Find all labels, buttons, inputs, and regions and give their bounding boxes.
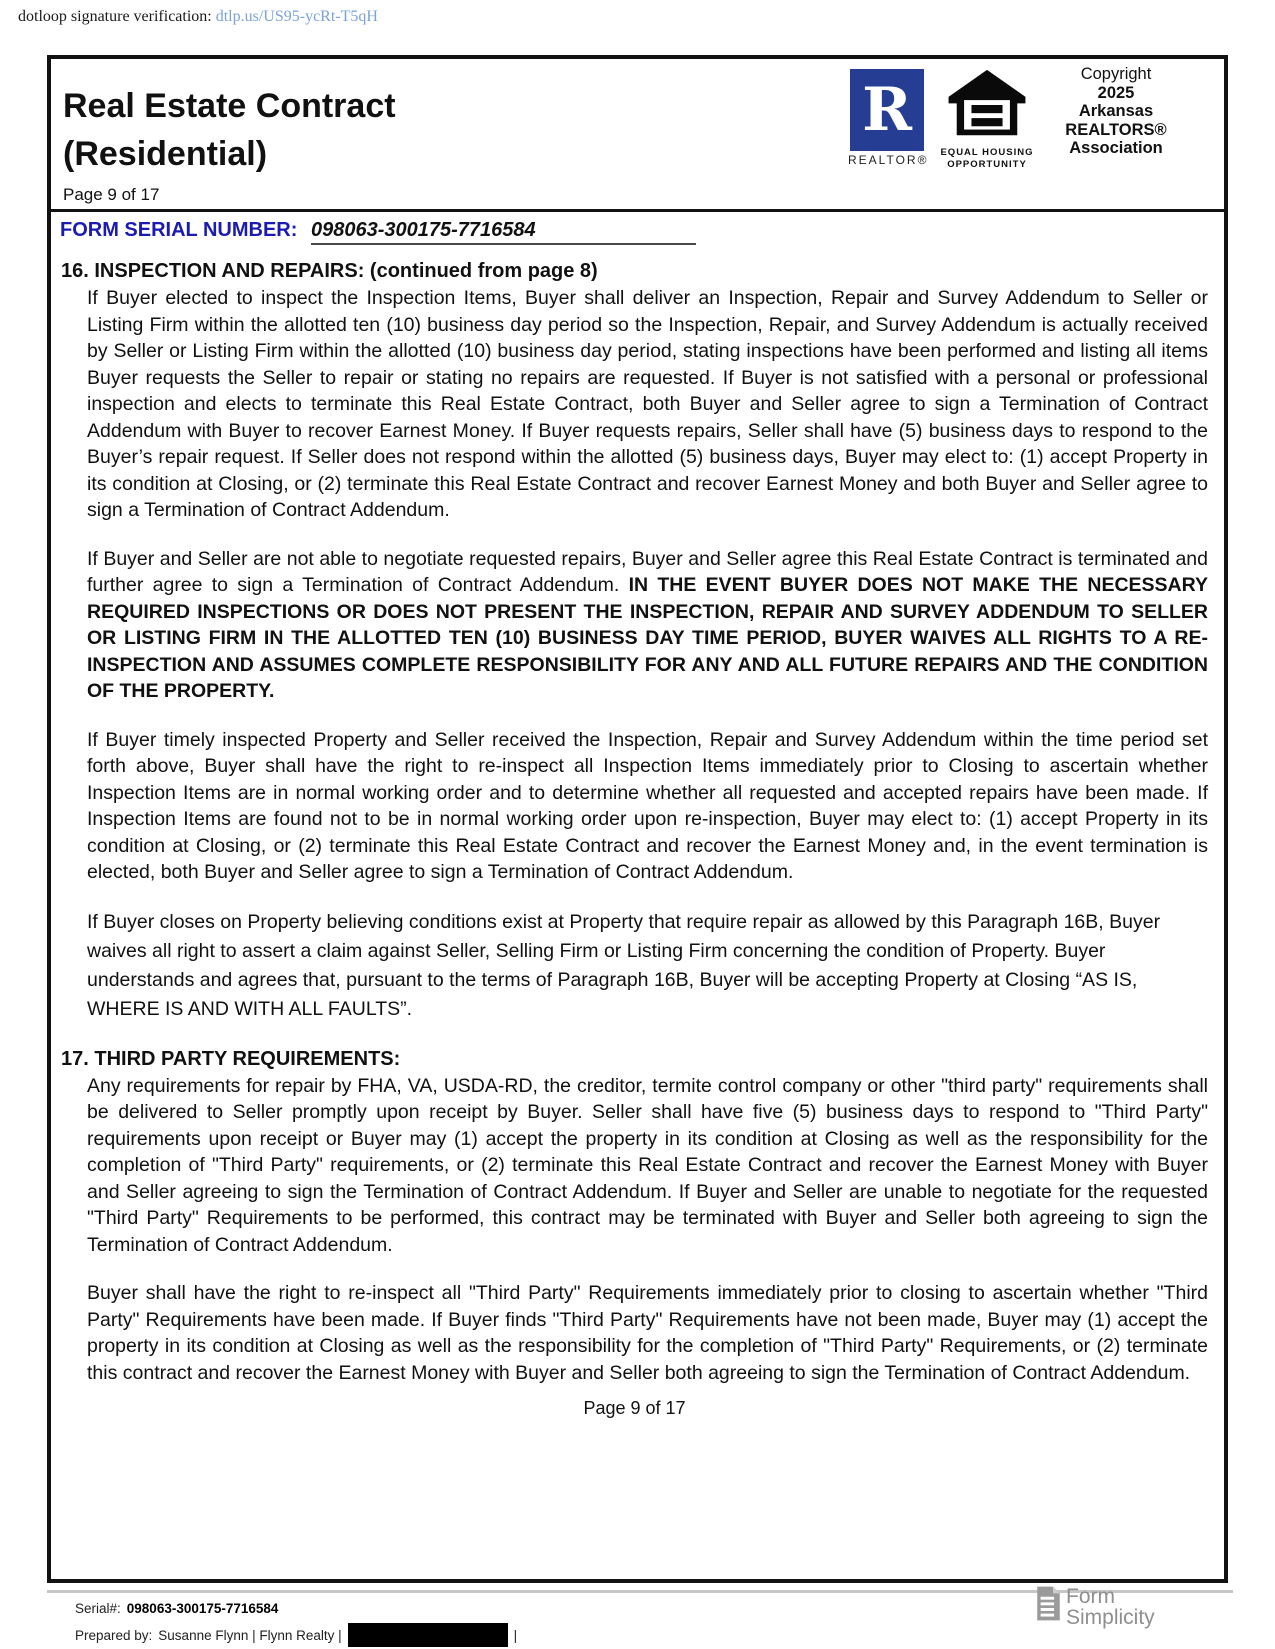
page-number-bottom: Page 9 of 17 <box>583 1398 686 1418</box>
form-serial-label: FORM SERIAL NUMBER: <box>60 219 298 241</box>
section-17-heading: 17. THIRD PARTY REQUIREMENTS: <box>61 1047 401 1070</box>
redacted-contact-info <box>348 1623 508 1647</box>
form-serial-value: 098063-300175-7716584 <box>311 219 696 245</box>
verification-label: dotloop signature verification: <box>18 8 212 25</box>
page-number-top: Page 9 of 17 <box>63 185 160 204</box>
prepared-by-label: Prepared by: <box>75 1627 153 1643</box>
prepared-by-value: Susanne Flynn | Flynn Realty | <box>158 1627 342 1643</box>
realtor-logo <box>848 69 929 167</box>
equal-housing-caption-2: OPPORTUNITY <box>947 158 1027 170</box>
realtor-logo-icon <box>850 69 924 151</box>
section-16-paragraph-2-normal: If Buyer and Seller are not able to negotiate requested repairs, Buyer and Seller agree this Real Estate Contract is terminated and further agree to sign a Termination of Contract Addendum. <box>87 547 1208 596</box>
verification-bar <box>18 8 378 26</box>
realtor-caption: REALTOR® <box>848 153 929 167</box>
form-serial-row <box>51 212 1224 252</box>
verification-link[interactable]: dtlp.us/US95-ycRt-T5qH <box>215 8 378 25</box>
section-16-paragraph-3: If Buyer timely inspected Property and Seller received the Inspection, Repair and Survey Addendum within the time period set forth above, Buyer shall have the right to re-inspect all Inspection Items immediately prior to Closing to ascertain whether Inspection Items are in normal working order and to determine whether all requested and accepted repairs have been made. If Inspection Items are found not to be in normal working order upon re-inspection, Buyer may elect to: (1) accept Property in its condition at Closing, or (2) terminate this Real Estate Contract and recover the Earnest Money and, in the event termination is elected, both Buyer and Seller agree to sign a Termination of Contract Addendum. <box>87 728 1208 883</box>
equal-housing-caption-1: EQUAL HOUSING <box>940 147 1034 158</box>
footer-prepared-by <box>75 1623 517 1647</box>
footer-serial-value: 098063-300175-7716584 <box>126 1601 279 1616</box>
copyright-year: 2025 <box>1097 83 1135 102</box>
section-17-paragraph-2: Buyer shall have the right to re-inspect all "Third Party" Requirements immediately prior to closing to ascertain whether "Third Party" Requirements have been made. If Buyer finds "Third Party" Requirements have not been made, Buyer may (1) accept the property in its condition at Closing as well as the responsibility for the completion of "Third Party" Requirements, or (2) terminate this contract and recover the Earnest Money with Buyer and Seller both agreeing to sign the Termination of Contract Addendum. <box>87 1282 1208 1384</box>
footer-serial <box>75 1601 278 1616</box>
section-16-paragraph-1: If Buyer elected to inspect the Inspection Items, Buyer shall deliver an Inspection, Repair and Survey Addendum to Seller or Listing Firm within the allotted ten (10) business day period so the Inspection, Repair, and Survey Addendum is actually received by Seller or Listing Firm within the allotted (10) business day period, stating inspections have been performed and listing all items Buyer requests the Seller to repair or stating no repairs are requested. If Buyer is not satisfied with a personal or professional inspection and elects to terminate this Real Estate Contract, both Buyer and Seller agree to sign a Termination of Contract Addendum with Buyer to recover Earnest Money. If Buyer requests repairs, Seller shall have (5) business days to respond to the Buyer’s repair request. If Seller does not respond within the allotted (5) business days, Buyer may elect to: (1) accept Property in its condition at Closing, or (2) terminate this Real Estate Contract and recover Earnest Money and both Buyer and Seller agree to sign a Termination of Contract Addendum. <box>87 287 1208 521</box>
contract-page <box>47 55 1228 1583</box>
equal-housing-icon <box>946 69 1028 141</box>
equal-housing-logo <box>939 69 1035 171</box>
page-header <box>51 59 1224 212</box>
form-simplicity-logo <box>1035 1586 1155 1629</box>
copyright-org-1: REALTORS® <box>1065 120 1167 139</box>
prepared-by-trailing-pipe: | <box>513 1627 518 1643</box>
form-simplicity-text-1: Form <box>1066 1585 1115 1608</box>
form-simplicity-icon <box>1035 1586 1062 1621</box>
copyright-state: Arkansas <box>1078 102 1154 120</box>
copyright-block <box>1041 65 1191 158</box>
section-16-paragraph-4: If Buyer closes on Property believing conditions exist at Property that require repair as allowed by this Paragraph 16B, Buyer waives all right to assert a claim against Seller, Selling Firm or Listing Firm concerning the condition of Property. Buyer understands and agrees that, pursuant to the terms of Paragraph 16B, Buyer will be accepting Property at Closing “AS IS, WHERE IS AND WITH ALL FAULTS”. <box>87 910 1161 1020</box>
footer-serial-label: Serial#: <box>75 1601 121 1616</box>
copyright-line: Copyright <box>1080 65 1152 83</box>
page-subtitle: (Residential) <box>63 135 268 173</box>
section-17-paragraph-1: Any requirements for repair by FHA, VA, USDA-RD, the creditor, termite control company or other "third party" requirements shall be delivered to Seller promptly upon receipt by Buyer. Seller shall have five (5) business days to respond to "Third Party" requirements upon receipt or Buyer may (1) accept the property in its condition at Closing as well as the responsibility for the completion of "Third Party" requirements, or (2) terminate this Real Estate Contract and recover the Earnest Money with Buyer and Seller agreeing to sign the Termination of Contract Addendum. If Buyer and Seller are unable to negotiate for the requested "Third Party" Requirements to be performed, this contract may be terminated with Buyer and Seller both agreeing to sign the Termination of Contract Addendum. <box>87 1074 1208 1256</box>
realtor-letter: R <box>862 75 912 145</box>
section-16-heading: 16. INSPECTION AND REPAIRS: (continued from page 8) <box>61 260 598 282</box>
copyright-org-2: Association <box>1069 139 1163 157</box>
section-16-paragraph-2-bold: IN THE EVENT BUYER DOES NOT MAKE THE NECESSARY REQUIRED INSPECTIONS OR DOES NOT PRESENT THE INSPECTION, REPAIR AND SURVEY ADDENDUM TO SELLER OR LISTING FIRM IN THE ALLOTTED TEN (10) BUSINESS DAY TIME PERIOD, BUYER WAIVES ALL RIGHTS TO A RE-INSPECTION AND ASSUMES COMPLETE RESPONSIBILITY FOR ANY AND ALL FUTURE REPAIRS AND THE CONDITION OF THE PROPERTY. <box>87 574 1208 702</box>
page-title: Real Estate Contract <box>63 87 396 125</box>
section-16-paragraph-2 <box>87 546 1208 705</box>
form-simplicity-text-2: Simplicity <box>1066 1606 1155 1630</box>
contract-body <box>51 252 1224 1419</box>
